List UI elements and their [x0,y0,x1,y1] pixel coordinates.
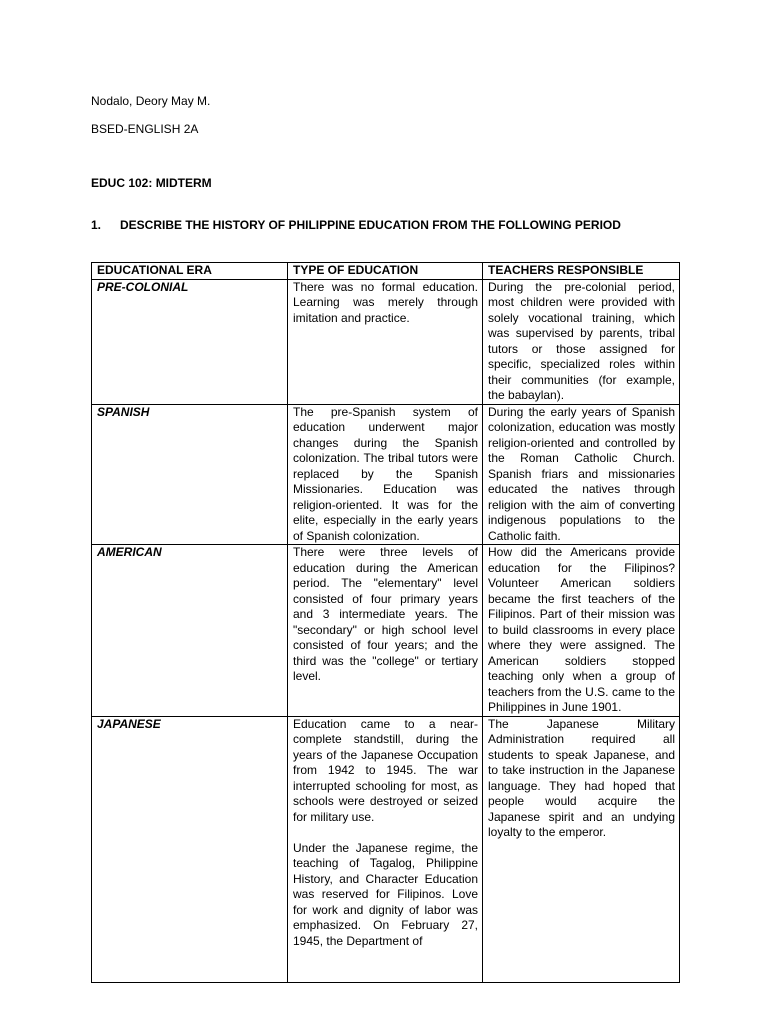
type-cell: There were three levels of education during the American period. The "elementary" level consisted of four primary years and 3 intermediate years. The "secondary" or high school level consisted of four years; and the third was the "college" or tertiary level. [288,545,483,717]
era-cell: JAPANESE [92,716,288,982]
table-row [92,279,680,404]
question-number: 1. [91,218,102,232]
header-educational-era: EDUCATIONAL ERA [92,263,288,280]
type-cell: The pre-Spanish system of education underwent major changes during the Spanish colonization. The tribal tutors were replaced by the Spanish Missionaries. Education was religion-oriented. It was for the elite, especially in the early years of Spanish colonization. [288,404,483,545]
subject-title: EDUC 102: MIDTERM [91,176,212,190]
question-text: DESCRIBE THE HISTORY OF PHILIPPINE EDUCATION FROM THE FOLLOWING PERIOD [120,218,621,232]
teachers-cell: How did the Americans provide education for the Filipinos? Volunteer American soldiers became the first teachers of the Filipinos. Part of their mission was to build classrooms in every place where they were assigned. The American soldiers stopped teaching only when a group of teachers from the U.S. came to the Philippines in June 1901. [483,545,680,717]
type-paragraph: Education came to a near-complete standstill, during the years of the Japanese Occupation from 1942 to 1945. The war interrupted schooling for most, as schools were destroyed or seized for military use. [293,716,478,824]
header-teachers-responsible: TEACHERS RESPONSIBLE [483,263,680,280]
education-history-table [91,262,680,983]
question-line [91,218,621,232]
type-cell: There was no formal education. Learning was merely through imitation and practice. [288,279,483,404]
era-cell: PRE-COLONIAL [92,279,288,404]
teachers-cell: During the early years of Spanish colonization, education was mostly religion-oriented and controlled by the Roman Catholic Church. Spanish friars and missionaries educated the natives through religion with the aim of converting indigenous populations to the Catholic faith. [483,404,680,545]
era-cell: AMERICAN [92,545,288,717]
teachers-cell: The Japanese Military Administration required all students to speak Japanese, and to take instruction in the Japanese language. They had hoped that people would acquire the Japanese spirit and an undying loyalty to the emperor. [483,716,680,982]
table-header-row [92,263,680,280]
course-section: BSED-ENGLISH 2A [91,122,199,136]
type-cell [288,716,483,982]
type-paragraph: Under the Japanese regime, the teaching of Tagalog, Philippine History, and Character Education was reserved for Filipinos. Love for work and dignity of labor was emphasized. On February 27, 1945, the Department of [293,840,478,948]
header-type-of-education: TYPE OF EDUCATION [288,263,483,280]
table-row [92,716,680,982]
table-row [92,545,680,717]
student-name: Nodalo, Deory May M. [91,94,211,108]
teachers-cell: During the pre-colonial period, most children were provided with solely vocational training, which was supervised by parents, tribal tutors or those assigned for specific, specialized roles within their communities (for example, the babaylan). [483,279,680,404]
table-row [92,404,680,545]
era-cell: SPANISH [92,404,288,545]
